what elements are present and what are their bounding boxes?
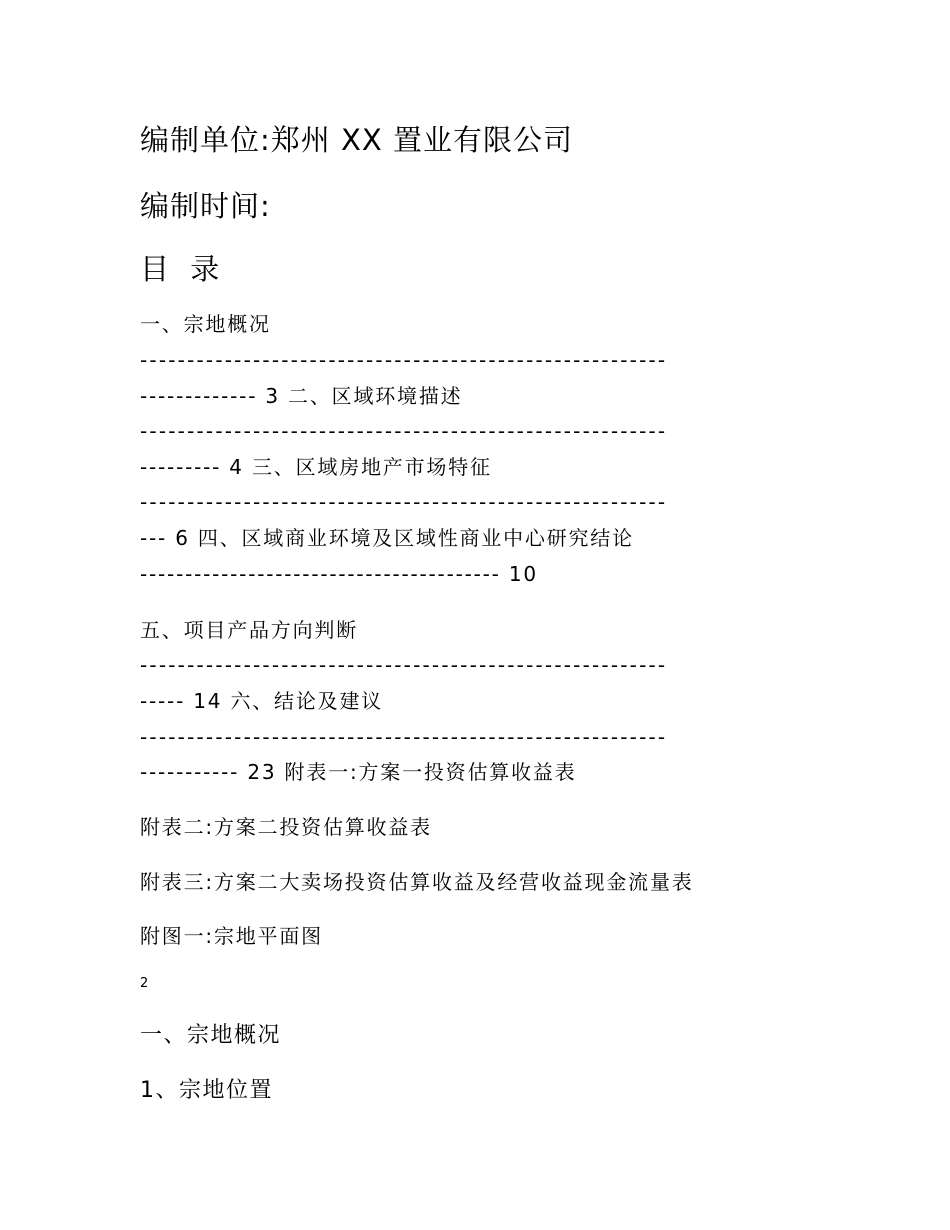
compiling-unit: 编制单位:郑州 XX 置业有限公司 [140,123,573,157]
page-number: 2 [140,976,149,991]
section-title: 一、宗地概况 [140,1023,282,1048]
toc-line-15: 附表三:方案二大卖场投资估算收益及经营收益现金流量表 [140,870,694,894]
toc-line-7: --- 6 四、区域商业环境及区域性商业中心研究结论 [140,526,634,550]
toc-line-8: ---------------------------------------- 10 [140,562,538,586]
toc-line-13: ----------- 23 附表一:方案一投资估算收益表 [140,760,577,784]
toc-line-14: 附表二:方案二投资估算收益表 [140,815,432,839]
toc-line-12: -------------------------------------------------------- [140,727,668,747]
toc-line-5: --------- 4 三、区域房地产市场特征 [140,455,492,479]
toc-line-4: -------------------------------------------------------- [140,421,668,441]
toc-line-1: 一、宗地概况 [140,312,271,336]
toc-line-10: -------------------------------------------------------- [140,655,668,675]
toc-line-6: -------------------------------------------------------- [140,492,668,512]
toc-line-3: ------------- 3 二、区域环境描述 [140,384,463,408]
toc-line-16: 附图一:宗地平面图 [140,924,323,948]
compiling-time: 编制时间: [140,189,271,223]
toc-line-2: -------------------------------------------------------- [140,350,668,370]
toc-title: 目 录 [140,252,226,286]
toc-line-9: 五、项目产品方向判断 [140,618,358,642]
subsection-title: 1、宗地位置 [140,1078,273,1103]
toc-line-11: ----- 14 六、结论及建议 [140,689,384,713]
